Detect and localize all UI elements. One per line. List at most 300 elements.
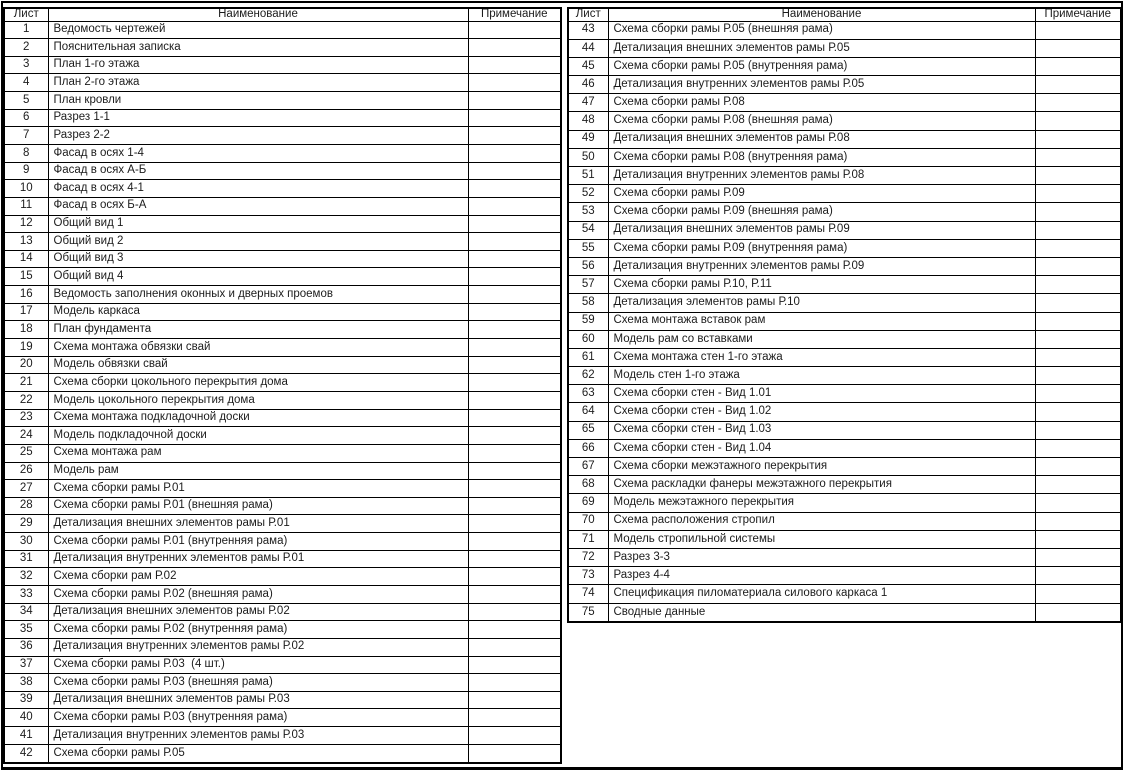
table-row xyxy=(568,585,1121,603)
note-cell xyxy=(1035,603,1121,622)
table-row xyxy=(568,167,1121,185)
note-cell xyxy=(468,586,561,604)
sheet-number-cell: 20 xyxy=(4,356,48,374)
sheet-number-cell: 22 xyxy=(4,391,48,409)
table-row xyxy=(4,462,561,480)
note-cell xyxy=(468,674,561,692)
table-row xyxy=(568,439,1121,457)
sheet-number-cell: 75 xyxy=(568,603,608,622)
table-row xyxy=(4,709,561,727)
sheet-name-cell: Детализация внешних элементов рамы Р.02 xyxy=(48,603,468,621)
table-row xyxy=(568,148,1121,166)
table-row xyxy=(4,144,561,162)
sheet-number-cell: 32 xyxy=(4,568,48,586)
sheet-number-cell: 9 xyxy=(4,162,48,180)
note-cell xyxy=(468,533,561,551)
sheet-name-cell: Схема сборки цокольного перекрытия дома xyxy=(48,374,468,392)
sheet-name-cell: Схема сборки рамы Р.03 (внешняя рама) xyxy=(48,674,468,692)
sheet-name-cell: Схема сборки рамы Р.03 (4 шт.) xyxy=(48,656,468,674)
sheet-name-cell: Общий вид 1 xyxy=(48,215,468,233)
note-cell xyxy=(1035,530,1121,548)
note-cell xyxy=(1035,39,1121,57)
table-row xyxy=(4,180,561,198)
table-row xyxy=(4,162,561,180)
sheet-number-cell: 13 xyxy=(4,233,48,251)
sheet-name-cell: Разрез 2-2 xyxy=(48,127,468,145)
sheet-number-cell: 45 xyxy=(568,57,608,75)
table-row xyxy=(568,57,1121,75)
table-row xyxy=(4,215,561,233)
note-cell xyxy=(1035,185,1121,203)
note-cell xyxy=(468,144,561,162)
note-cell xyxy=(468,339,561,357)
sheet-number-cell: 26 xyxy=(4,462,48,480)
sheet-number-cell: 21 xyxy=(4,374,48,392)
sheet-number-cell: 72 xyxy=(568,548,608,566)
sheet-name-cell: Схема сборки рам Р.02 xyxy=(48,568,468,586)
sheet-number-cell: 34 xyxy=(4,603,48,621)
table-row xyxy=(4,233,561,251)
sheet-number-cell: 5 xyxy=(4,92,48,110)
sheet-number-cell: 36 xyxy=(4,638,48,656)
table-row xyxy=(4,303,561,321)
note-cell xyxy=(468,162,561,180)
sheet-number-cell: 41 xyxy=(4,727,48,745)
note-cell xyxy=(468,321,561,339)
column-header-note: Примечание xyxy=(1035,8,1121,21)
sheet-name-cell: Ведомость заполнения оконных и дверных проемов xyxy=(48,286,468,304)
table-row xyxy=(4,656,561,674)
sheet-name-cell: Детализация внешних элементов рамы Р.03 xyxy=(48,691,468,709)
note-cell xyxy=(468,409,561,427)
sheet-number-cell: 67 xyxy=(568,458,608,476)
note-cell xyxy=(1035,585,1121,603)
sheet-name-cell: Детализация внешних элементов рамы Р.05 xyxy=(608,39,1035,57)
sheet-number-cell: 14 xyxy=(4,250,48,268)
sheet-name-cell: Разрез 4-4 xyxy=(608,567,1035,585)
sheet-number-cell: 27 xyxy=(4,480,48,498)
note-cell xyxy=(1035,94,1121,112)
note-cell xyxy=(1035,567,1121,585)
table-row xyxy=(4,744,561,763)
sheet-number-cell: 66 xyxy=(568,439,608,457)
sheet-number-cell: 70 xyxy=(568,512,608,530)
table-row xyxy=(4,109,561,127)
table-row xyxy=(4,621,561,639)
note-cell xyxy=(468,56,561,74)
table-row xyxy=(568,112,1121,130)
sheet-name-cell: Модель стропильной системы xyxy=(608,530,1035,548)
note-cell xyxy=(468,691,561,709)
sheet-number-cell: 18 xyxy=(4,321,48,339)
note-cell xyxy=(468,197,561,215)
sheet-name-cell: Модель каркаса xyxy=(48,303,468,321)
sheet-name-cell: Общий вид 3 xyxy=(48,250,468,268)
note-cell xyxy=(468,727,561,745)
table-row xyxy=(568,476,1121,494)
table-row xyxy=(568,567,1121,585)
sheet-name-cell: Схема сборки межэтажного перекрытия xyxy=(608,458,1035,476)
sheet-name-cell: Пояснительная записка xyxy=(48,39,468,57)
note-cell xyxy=(468,621,561,639)
note-cell xyxy=(468,550,561,568)
table-row xyxy=(568,367,1121,385)
sheet-number-cell: 54 xyxy=(568,221,608,239)
sheet-number-cell: 28 xyxy=(4,497,48,515)
sheet-number-cell: 38 xyxy=(4,674,48,692)
sheet-number-cell: 7 xyxy=(4,127,48,145)
table-row xyxy=(4,321,561,339)
table-row xyxy=(4,197,561,215)
note-cell xyxy=(1035,276,1121,294)
sheet-name-cell: Схема сборки рамы Р.03 (внутренняя рама) xyxy=(48,709,468,727)
table-row xyxy=(4,92,561,110)
table-row xyxy=(4,497,561,515)
table-row xyxy=(4,603,561,621)
sheet-name-cell: Схема сборки рамы Р.08 (внутренняя рама) xyxy=(608,148,1035,166)
sheet-register-table-left xyxy=(3,7,562,764)
table-row xyxy=(568,494,1121,512)
sheet-number-cell: 53 xyxy=(568,203,608,221)
sheet-name-cell: Детализация внутренних элементов рамы Р.09 xyxy=(608,257,1035,275)
sheet-number-cell: 52 xyxy=(568,185,608,203)
table-row xyxy=(4,250,561,268)
table-row xyxy=(568,276,1121,294)
note-cell xyxy=(1035,257,1121,275)
note-cell xyxy=(468,374,561,392)
sheet-number-cell: 48 xyxy=(568,112,608,130)
sheet-name-cell: Схема монтажа подкладочной доски xyxy=(48,409,468,427)
sheet-name-cell: План 2-го этажа xyxy=(48,74,468,92)
table-row xyxy=(4,533,561,551)
sheet-name-cell: Схема сборки стен - Вид 1.01 xyxy=(608,385,1035,403)
note-cell xyxy=(1035,439,1121,457)
note-cell xyxy=(468,39,561,57)
table-row xyxy=(568,221,1121,239)
sheet-number-cell: 10 xyxy=(4,180,48,198)
table-row xyxy=(4,39,561,57)
sheet-name-cell: Схема сборки рамы Р.01 (внешняя рама) xyxy=(48,497,468,515)
note-cell xyxy=(468,638,561,656)
sheet-name-cell: Модель обвязки свай xyxy=(48,356,468,374)
table-row xyxy=(4,339,561,357)
sheet-number-cell: 35 xyxy=(4,621,48,639)
sheet-name-cell: Схема сборки стен - Вид 1.03 xyxy=(608,421,1035,439)
note-cell xyxy=(1035,21,1121,39)
sheet-number-cell: 3 xyxy=(4,56,48,74)
sheet-number-cell: 30 xyxy=(4,533,48,551)
sheet-number-cell: 17 xyxy=(4,303,48,321)
table-row xyxy=(568,257,1121,275)
sheet-name-cell: Схема сборки рамы Р.02 (внешняя рама) xyxy=(48,586,468,604)
sheet-number-cell: 55 xyxy=(568,239,608,257)
sheet-name-cell: Детализация внутренних элементов рамы Р.03 xyxy=(48,727,468,745)
table-row xyxy=(4,586,561,604)
table-row xyxy=(568,94,1121,112)
note-cell xyxy=(468,568,561,586)
table-row xyxy=(568,21,1121,39)
sheet-number-cell: 57 xyxy=(568,276,608,294)
table-row xyxy=(4,727,561,745)
column-header-sheet: Лист xyxy=(4,8,48,21)
note-cell xyxy=(468,391,561,409)
sheet-number-cell: 31 xyxy=(4,550,48,568)
sheet-number-cell: 24 xyxy=(4,427,48,445)
table-row xyxy=(568,403,1121,421)
sheet-name-cell: Ведомость чертежей xyxy=(48,21,468,39)
note-cell xyxy=(1035,294,1121,312)
sheet-name-cell: Разрез 3-3 xyxy=(608,548,1035,566)
note-cell xyxy=(1035,330,1121,348)
note-cell xyxy=(468,286,561,304)
sheet-name-cell: Схема сборки стен - Вид 1.02 xyxy=(608,403,1035,421)
sheet-name-cell: План фундамента xyxy=(48,321,468,339)
sheet-name-cell: Детализация внешних элементов рамы Р.01 xyxy=(48,515,468,533)
sheet-name-cell: Модель межэтажного перекрытия xyxy=(608,494,1035,512)
sheet-number-cell: 23 xyxy=(4,409,48,427)
table-row xyxy=(4,21,561,39)
sheet-register-table-right xyxy=(567,7,1122,623)
note-cell xyxy=(468,709,561,727)
table-row xyxy=(568,548,1121,566)
note-cell xyxy=(1035,348,1121,366)
table-row xyxy=(568,512,1121,530)
note-cell xyxy=(1035,221,1121,239)
sheet-number-cell: 44 xyxy=(568,39,608,57)
note-cell xyxy=(468,74,561,92)
sheet-name-cell: Схема монтажа вставок рам xyxy=(608,312,1035,330)
sheet-name-cell: Детализация внутренних элементов рамы Р.02 xyxy=(48,638,468,656)
sheet-name-cell: План 1-го этажа xyxy=(48,56,468,74)
table-row xyxy=(4,568,561,586)
header-row xyxy=(4,8,561,21)
sheet-name-cell: Модель подкладочной доски xyxy=(48,427,468,445)
sheet-name-cell: Схема монтажа стен 1-го этажа xyxy=(608,348,1035,366)
note-cell xyxy=(468,127,561,145)
sheet-number-cell: 25 xyxy=(4,444,48,462)
table-row xyxy=(4,427,561,445)
sheet-number-cell: 39 xyxy=(4,691,48,709)
sheet-number-cell: 2 xyxy=(4,39,48,57)
note-cell xyxy=(468,268,561,286)
sheet-number-cell: 43 xyxy=(568,21,608,39)
table-row xyxy=(4,391,561,409)
sheet-number-cell: 62 xyxy=(568,367,608,385)
sheet-name-cell: Модель рам со вставками xyxy=(608,330,1035,348)
table-row xyxy=(568,312,1121,330)
note-cell xyxy=(1035,512,1121,530)
sheet-name-cell: Общий вид 4 xyxy=(48,268,468,286)
sheet-name-cell: Детализация внутренних элементов рамы Р.01 xyxy=(48,550,468,568)
sheet-name-cell: Схема раскладки фанеры межэтажного перекрытия xyxy=(608,476,1035,494)
note-cell xyxy=(1035,476,1121,494)
sheet-name-cell: Спецификация пиломатериала силового каркаса 1 xyxy=(608,585,1035,603)
note-cell xyxy=(468,303,561,321)
note-cell xyxy=(468,356,561,374)
sheet-name-cell: Схема сборки рамы Р.05 (внутренняя рама) xyxy=(608,57,1035,75)
note-cell xyxy=(1035,403,1121,421)
sheet-name-cell: Схема сборки рамы Р.02 (внутренняя рама) xyxy=(48,621,468,639)
table-row xyxy=(4,409,561,427)
table-row xyxy=(4,374,561,392)
sheet-number-cell: 42 xyxy=(4,744,48,763)
table-row xyxy=(568,294,1121,312)
sheet-number-cell: 68 xyxy=(568,476,608,494)
sheet-name-cell: Схема сборки стен - Вид 1.04 xyxy=(608,439,1035,457)
note-cell xyxy=(1035,130,1121,148)
note-cell xyxy=(468,180,561,198)
note-cell xyxy=(468,109,561,127)
column-header-sheet: Лист xyxy=(568,8,608,21)
note-cell xyxy=(468,515,561,533)
sheet-number-cell: 11 xyxy=(4,197,48,215)
table-row xyxy=(568,330,1121,348)
note-cell xyxy=(468,656,561,674)
sheet-name-cell: Схема сборки рамы Р.09 xyxy=(608,185,1035,203)
table-row xyxy=(568,421,1121,439)
column-header-note: Примечание xyxy=(468,8,561,21)
table-row xyxy=(4,268,561,286)
table-row xyxy=(568,530,1121,548)
table-row xyxy=(568,203,1121,221)
sheet-name-cell: Схема сборки рамы Р.10, Р.11 xyxy=(608,276,1035,294)
sheet-number-cell: 50 xyxy=(568,148,608,166)
note-cell xyxy=(1035,76,1121,94)
sheet-number-cell: 59 xyxy=(568,312,608,330)
sheet-number-cell: 29 xyxy=(4,515,48,533)
sheet-number-cell: 71 xyxy=(568,530,608,548)
sheet-name-cell: Схема сборки рамы Р.08 (внешняя рама) xyxy=(608,112,1035,130)
note-cell xyxy=(1035,57,1121,75)
note-cell xyxy=(468,250,561,268)
note-cell xyxy=(1035,421,1121,439)
sheet-number-cell: 12 xyxy=(4,215,48,233)
sheet-number-cell: 33 xyxy=(4,586,48,604)
column-header-name: Наименование xyxy=(48,8,468,21)
table-row xyxy=(568,348,1121,366)
note-cell xyxy=(468,480,561,498)
sheet-name-cell: Фасад в осях А-Б xyxy=(48,162,468,180)
table-row xyxy=(568,76,1121,94)
sheet-number-cell: 47 xyxy=(568,94,608,112)
table-row xyxy=(4,480,561,498)
sheet-name-cell: Схема сборки рамы Р.01 xyxy=(48,480,468,498)
note-cell xyxy=(468,497,561,515)
sheet-name-cell: Детализация элементов рамы Р.10 xyxy=(608,294,1035,312)
table-row xyxy=(568,385,1121,403)
note-cell xyxy=(1035,385,1121,403)
sheet-name-cell: Детализация внешних элементов рамы Р.09 xyxy=(608,221,1035,239)
note-cell xyxy=(1035,203,1121,221)
sheet-name-cell: Схема сборки рамы Р.09 (внутренняя рама) xyxy=(608,239,1035,257)
sheet-name-cell: Детализация внутренних элементов рамы Р.05 xyxy=(608,76,1035,94)
sheet-name-cell: Схема расположения стропил xyxy=(608,512,1035,530)
sheet-name-cell: План кровли xyxy=(48,92,468,110)
sheet-name-cell: Схема сборки рамы Р.05 xyxy=(48,744,468,763)
note-cell xyxy=(468,427,561,445)
note-cell xyxy=(468,92,561,110)
sheet-name-cell: Модель стен 1-го этажа xyxy=(608,367,1035,385)
table-row xyxy=(568,458,1121,476)
sheet-number-cell: 73 xyxy=(568,567,608,585)
sheet-number-cell: 58 xyxy=(568,294,608,312)
sheet-number-cell: 65 xyxy=(568,421,608,439)
note-cell xyxy=(468,744,561,763)
table-row xyxy=(4,356,561,374)
note-cell xyxy=(468,462,561,480)
note-cell xyxy=(1035,548,1121,566)
table-row xyxy=(568,603,1121,622)
sheet-name-cell: Фасад в осях 4-1 xyxy=(48,180,468,198)
sheet-name-cell: Модель рам xyxy=(48,462,468,480)
sheet-number-cell: 61 xyxy=(568,348,608,366)
sheet-number-cell: 4 xyxy=(4,74,48,92)
table-row xyxy=(568,185,1121,203)
sheet-name-cell: Детализация внешних элементов рамы Р.08 xyxy=(608,130,1035,148)
table-row xyxy=(4,56,561,74)
sheet-number-cell: 60 xyxy=(568,330,608,348)
sheet-name-cell: Модель цокольного перекрытия дома xyxy=(48,391,468,409)
sheet-number-cell: 69 xyxy=(568,494,608,512)
sheet-number-cell: 46 xyxy=(568,76,608,94)
table-row xyxy=(4,74,561,92)
sheet-number-cell: 8 xyxy=(4,144,48,162)
sheet-number-cell: 51 xyxy=(568,167,608,185)
sheet-number-cell: 49 xyxy=(568,130,608,148)
sheet-name-cell: Фасад в осях Б-А xyxy=(48,197,468,215)
sheet-number-cell: 6 xyxy=(4,109,48,127)
sheet-name-cell: Схема монтажа обвязки свай xyxy=(48,339,468,357)
sheet-number-cell: 16 xyxy=(4,286,48,304)
note-cell xyxy=(468,21,561,39)
note-cell xyxy=(1035,458,1121,476)
table-row xyxy=(4,444,561,462)
sheet-number-cell: 40 xyxy=(4,709,48,727)
sheet-number-cell: 19 xyxy=(4,339,48,357)
sheet-name-cell: Детализация внутренних элементов рамы Р.08 xyxy=(608,167,1035,185)
sheet-number-cell: 74 xyxy=(568,585,608,603)
sheet-name-cell: Фасад в осях 1-4 xyxy=(48,144,468,162)
note-cell xyxy=(1035,239,1121,257)
sheet-name-cell: Схема сборки рамы Р.08 xyxy=(608,94,1035,112)
note-cell xyxy=(1035,167,1121,185)
table-row xyxy=(568,130,1121,148)
note-cell xyxy=(1035,112,1121,130)
sheet-name-cell: Общий вид 2 xyxy=(48,233,468,251)
note-cell xyxy=(468,603,561,621)
table-row xyxy=(4,550,561,568)
sheet-name-cell: Сводные данные xyxy=(608,603,1035,622)
sheet-number-cell: 63 xyxy=(568,385,608,403)
table-row xyxy=(4,286,561,304)
sheet-name-cell: Схема монтажа рам xyxy=(48,444,468,462)
column-header-name: Наименование xyxy=(608,8,1035,21)
note-cell xyxy=(1035,367,1121,385)
table-row xyxy=(4,691,561,709)
note-cell xyxy=(468,233,561,251)
table-row xyxy=(4,515,561,533)
table-row xyxy=(4,638,561,656)
sheet-number-cell: 1 xyxy=(4,21,48,39)
sheet-name-cell: Разрез 1-1 xyxy=(48,109,468,127)
sheet-number-cell: 64 xyxy=(568,403,608,421)
sheet-name-cell: Схема сборки рамы Р.09 (внешняя рама) xyxy=(608,203,1035,221)
sheet-number-cell: 56 xyxy=(568,257,608,275)
note-cell xyxy=(1035,148,1121,166)
table-row xyxy=(568,39,1121,57)
table-row xyxy=(4,127,561,145)
sheet-name-cell: Схема сборки рамы Р.01 (внутренняя рама) xyxy=(48,533,468,551)
